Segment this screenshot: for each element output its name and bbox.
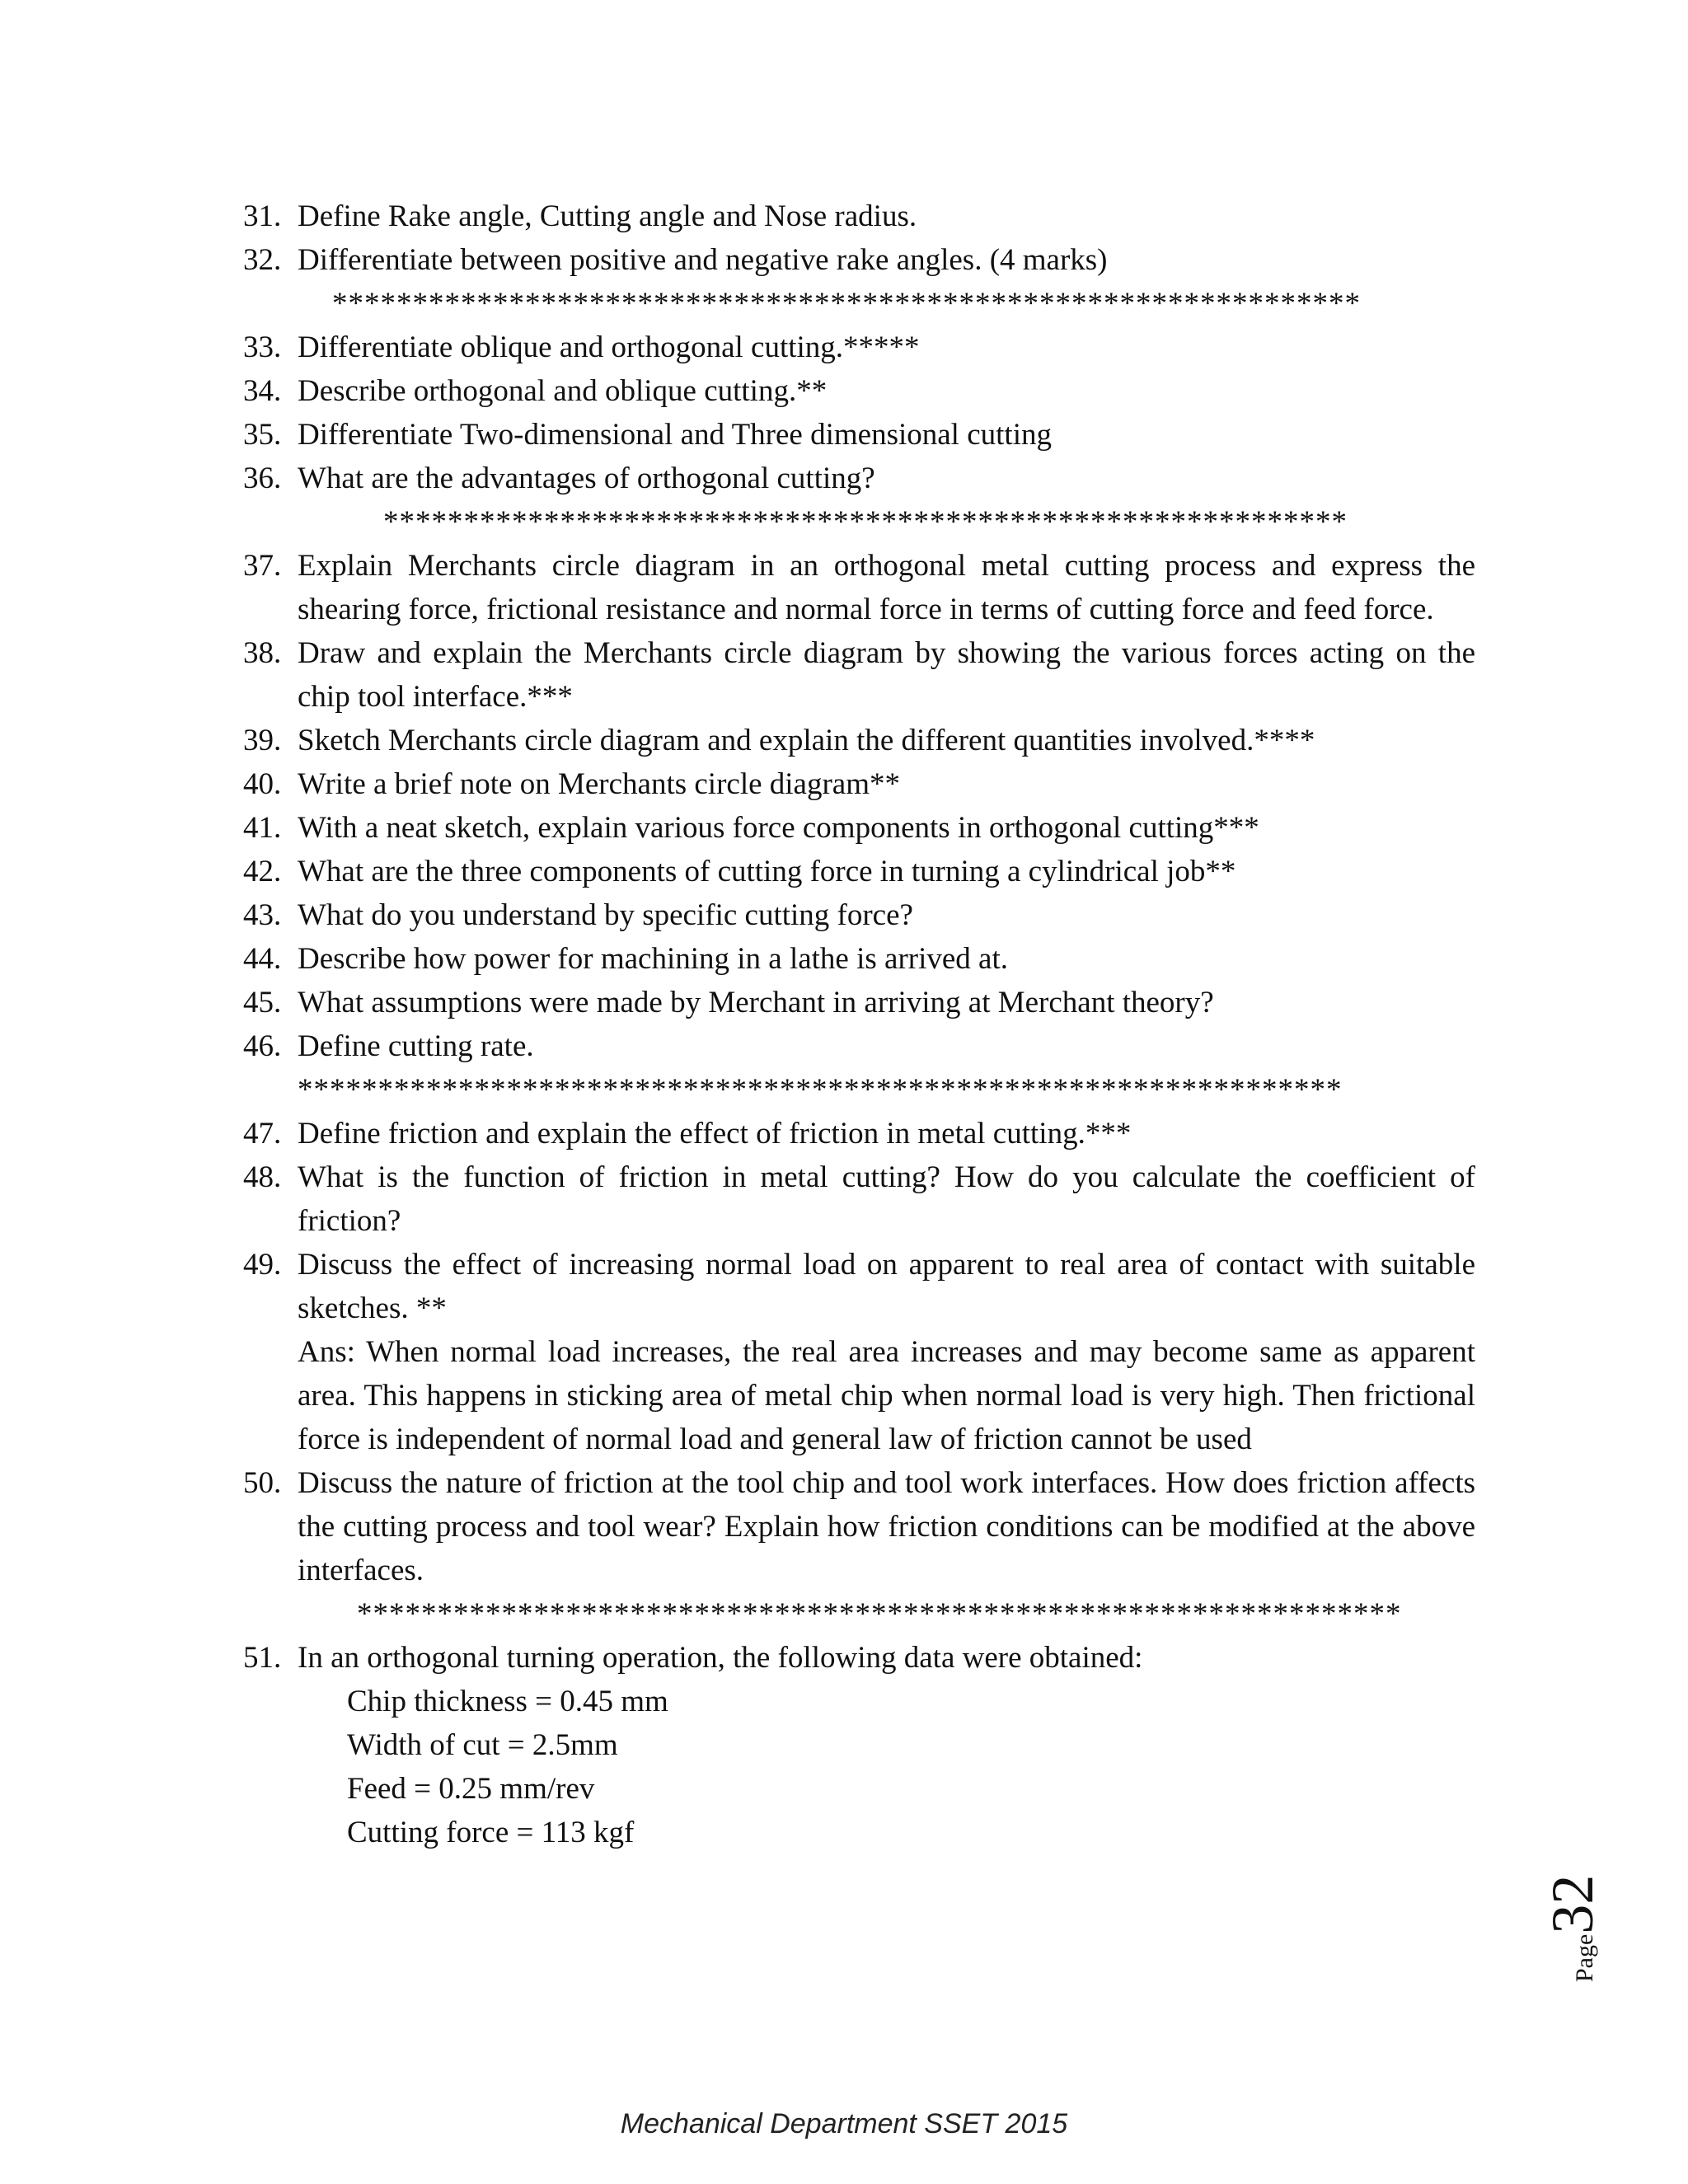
question-number: 39. — [243, 724, 282, 757]
question-42 — [243, 850, 1475, 893]
question-list — [243, 194, 1498, 1854]
data-cutting-force: Cutting force = 113 kgf — [347, 1816, 635, 1849]
question-36 — [243, 457, 1475, 500]
question-48 — [243, 1155, 1475, 1243]
question-text: Write a brief note on Merchants circle diagram** — [298, 767, 901, 801]
question-38 — [243, 631, 1475, 719]
question-33 — [243, 326, 1475, 369]
question-number: 31. — [243, 199, 282, 233]
question-50 — [243, 1461, 1475, 1592]
question-text: In an orthogonal turning operation, the following data were obtained: — [298, 1641, 1143, 1675]
question-number: 47. — [243, 1117, 282, 1151]
question-text: What are the three components of cutting force in turning a cylindrical job** — [298, 855, 1236, 888]
page-footer: Mechanical Department SSET 2015 — [620, 2108, 1068, 2139]
answer-49: Ans: When normal load increases, the real area increases and may become same as apparent area. This happens in sticking area of metal chip when normal load is very high. Then frictional force is independent of normal load and general law of friction cannot be used — [298, 1335, 1475, 1456]
question-number: 37. — [243, 549, 282, 583]
question-number: 32. — [243, 243, 282, 277]
question-text: What is the function of friction in metal cutting? How do you calculate the coefficient of friction? — [298, 1160, 1475, 1238]
question-text: What assumptions were made by Merchant in arriving at Merchant theory? — [298, 986, 1214, 1019]
question-47 — [243, 1112, 1475, 1155]
question-number: 38. — [243, 636, 282, 670]
question-text: Discuss the effect of increasing normal load on apparent to real area of contact with suitable sketches. ** — [298, 1248, 1498, 1325]
question-text: Differentiate oblique and orthogonal cutting.***** — [298, 330, 920, 364]
question-35 — [243, 413, 1475, 457]
page-label: Page — [1571, 1933, 1598, 1982]
page-digits: 32 — [1540, 1874, 1606, 1934]
question-text: Define friction and explain the effect of friction in metal cutting.*** — [298, 1117, 1132, 1151]
question-text: Sketch Merchants circle diagram and explain the different quantities involved.**** — [298, 724, 1315, 757]
question-number: 34. — [243, 374, 282, 408]
question-number: 49. — [243, 1248, 282, 1282]
question-32 — [243, 238, 1475, 282]
question-number: 43. — [243, 898, 282, 932]
question-text: Draw and explain the Merchants circle diagram by showing the various forces acting on the chip tool interface.*** — [298, 636, 1475, 714]
question-text: With a neat sketch, explain various force components in orthogonal cutting*** — [298, 811, 1259, 845]
question-31 — [243, 194, 1475, 238]
question-46 — [243, 1024, 1475, 1068]
question-39 — [243, 719, 1475, 762]
question-text: Describe orthogonal and oblique cutting.** — [298, 374, 828, 408]
question-text: What do you understand by specific cutting force? — [298, 898, 913, 932]
section-divider: **************************************************************** — [332, 287, 1361, 321]
question-text: Discuss the nature of friction at the tool chip and tool work interfaces. How does friction affects the cutting process and tool wear? Explain how friction conditions can be modified at the above interfaces. — [298, 1466, 1475, 1587]
question-number: 33. — [243, 330, 282, 364]
question-number: 48. — [243, 1160, 282, 1194]
data-chip-thickness: Chip thickness = 0.45 mm — [347, 1685, 668, 1718]
question-40 — [243, 762, 1475, 806]
question-number: 35. — [243, 418, 282, 452]
question-45 — [243, 981, 1475, 1024]
page-number — [1540, 1842, 1617, 1982]
question-text: Define Rake angle, Cutting angle and Nose radius. — [298, 199, 917, 233]
question-49 — [243, 1243, 1498, 1330]
section-divider: ************************************************************ — [383, 505, 1348, 539]
section-divider: ***************************************************************** — [298, 1073, 1343, 1107]
question-number: 40. — [243, 767, 282, 801]
question-number: 36. — [243, 462, 282, 495]
question-text: What are the advantages of orthogonal cutting? — [298, 462, 875, 495]
question-text: Define cutting rate. — [298, 1029, 534, 1063]
section-divider: ***************************************************************** — [357, 1597, 1402, 1631]
question-number: 42. — [243, 855, 282, 888]
question-34 — [243, 369, 1475, 413]
question-number: 41. — [243, 811, 282, 845]
question-37 — [243, 544, 1475, 631]
question-43 — [243, 893, 1475, 937]
data-feed: Feed = 0.25 mm/rev — [347, 1772, 595, 1806]
question-44 — [243, 937, 1475, 981]
question-51 — [243, 1636, 1475, 1680]
question-number: 44. — [243, 942, 282, 976]
question-text: Differentiate Two-dimensional and Three dimensional cutting — [298, 418, 1052, 452]
question-number: 45. — [243, 986, 282, 1019]
question-text: Differentiate between positive and negative rake angles. (4 marks) — [298, 243, 1108, 277]
question-number: 46. — [243, 1029, 282, 1063]
question-text: Explain Merchants circle diagram in an orthogonal metal cutting process and express the shearing force, frictional resistance and normal force in terms of cutting force and feed force. — [298, 549, 1475, 626]
question-number: 51. — [243, 1641, 282, 1675]
question-number: 50. — [243, 1466, 282, 1500]
data-width-of-cut: Width of cut = 2.5mm — [347, 1728, 618, 1762]
question-41 — [243, 806, 1475, 850]
question-text: Describe how power for machining in a lathe is arrived at. — [298, 942, 1009, 976]
